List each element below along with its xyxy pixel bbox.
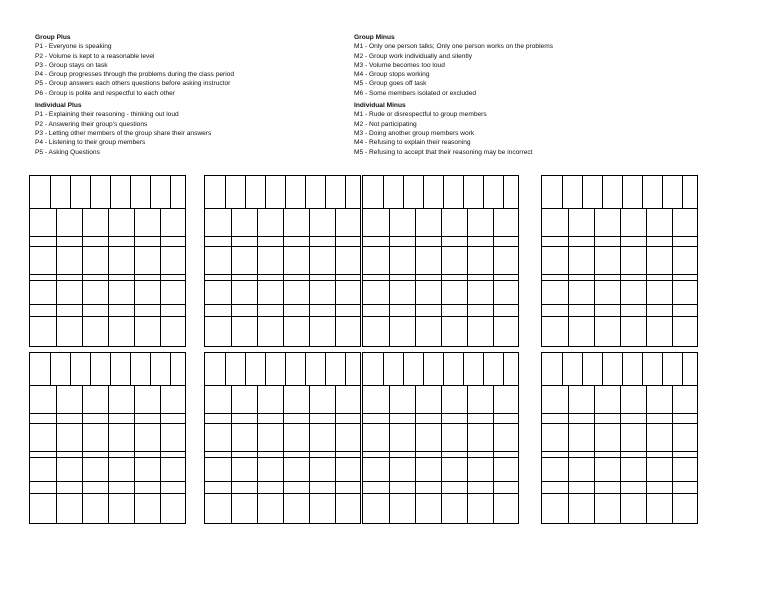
individual-minus-item: M4 - Refusing to explain their reasoning xyxy=(354,139,471,147)
grid-header-column-line xyxy=(582,353,583,385)
grid-column-line xyxy=(493,208,494,346)
grid-header-column-line xyxy=(345,176,346,208)
grid-column-line xyxy=(134,385,135,523)
grid-column-line xyxy=(620,208,621,346)
grid-header-column-line xyxy=(305,353,306,385)
grid-column-line xyxy=(309,208,310,346)
grid-header-column-line xyxy=(423,353,424,385)
grid-column-line xyxy=(108,208,109,346)
group-minus-section xyxy=(354,33,553,98)
grid-header-column-line xyxy=(443,353,444,385)
observation-grid xyxy=(204,175,361,347)
individual-minus-item: M2 - Not participating xyxy=(354,120,417,128)
grid-header-column-line xyxy=(463,176,464,208)
grid-header-column-line xyxy=(562,353,563,385)
grid-column-line xyxy=(335,385,336,523)
individual-minus-item: M5 - Refusing to accept that their reasoning may be incorrect xyxy=(354,148,533,156)
grid-header-column-line xyxy=(90,353,91,385)
grid-header-column-line xyxy=(383,353,384,385)
grid-header-column-line xyxy=(682,353,683,385)
grid-column-line xyxy=(134,208,135,346)
grid-header-column-line xyxy=(265,353,266,385)
grid-column-line xyxy=(568,208,569,346)
grid-column-line xyxy=(493,385,494,523)
grid-column-line xyxy=(56,385,57,523)
grid-column-line xyxy=(620,385,621,523)
grid-column-line xyxy=(594,208,595,346)
individual-minus-section xyxy=(354,101,553,157)
individual-plus-item: P3 - Letting other members of the group share their answers xyxy=(35,129,212,137)
grid-column-line xyxy=(415,208,416,346)
grid-column-line xyxy=(309,385,310,523)
grid-header-column-line xyxy=(503,176,504,208)
grid-header-column-line xyxy=(622,353,623,385)
grid-column-line xyxy=(257,208,258,346)
grid-header-column-line xyxy=(443,176,444,208)
grid-header-column-line xyxy=(383,176,384,208)
group-minus-item: M1 - Only one person talks; Only one person works on the problems xyxy=(354,43,554,51)
observation-grid xyxy=(362,352,519,524)
grid-column-line xyxy=(257,385,258,523)
group-minus-item: M6 - Some members isolated or excluded xyxy=(354,89,477,97)
group-minus-heading: Group Minus xyxy=(354,34,395,41)
individual-minus-item: M1 - Rude or disrespectful to group members xyxy=(354,111,487,119)
grid-column-line xyxy=(415,385,416,523)
grid-header-column-line xyxy=(483,353,484,385)
group-minus-item: M5 - Group goes off task xyxy=(354,80,427,88)
grid-column-line xyxy=(335,208,336,346)
grid-header-column-line xyxy=(130,176,131,208)
observation-grid xyxy=(541,352,698,524)
grid-header-column-line xyxy=(622,176,623,208)
grid-column-line xyxy=(467,385,468,523)
group-plus-item: P3 - Group stays on task xyxy=(35,61,108,69)
grid-column-line xyxy=(441,208,442,346)
grid-column-line xyxy=(389,208,390,346)
grid-header-column-line xyxy=(503,353,504,385)
group-plus-item: P5 - Group answers each others questions before asking instructor xyxy=(35,80,231,88)
grid-header-column-line xyxy=(150,176,151,208)
individual-minus-item: M3 - Doing another group members work xyxy=(354,129,475,137)
individual-plus-section xyxy=(35,101,234,157)
individual-minus-heading: Individual Minus xyxy=(354,102,406,110)
grid-header-column-line xyxy=(662,176,663,208)
grid-header-column-line xyxy=(50,353,51,385)
grid-header-column-line xyxy=(110,176,111,208)
grid-column-line xyxy=(389,385,390,523)
grid-column-line xyxy=(283,208,284,346)
observation-grid xyxy=(29,352,186,524)
group-minus-item: M2 - Group work individually and silently xyxy=(354,52,473,60)
legend-left-column xyxy=(35,33,234,157)
legend-right-column xyxy=(354,33,553,157)
grid-header-column-line xyxy=(602,353,603,385)
grid-column-line xyxy=(672,385,673,523)
grid-header-column-line xyxy=(483,176,484,208)
group-plus-item: P4 - Group progresses through the problems during the class period xyxy=(35,71,235,79)
grid-column-line xyxy=(646,208,647,346)
grid-header-column-line xyxy=(170,176,171,208)
grid-header-column-line xyxy=(90,176,91,208)
grid-header-column-line xyxy=(602,176,603,208)
individual-plus-item: P1 - Explaining their reasoning - thinking out loud xyxy=(35,111,179,119)
grid-column-line xyxy=(231,208,232,346)
individual-plus-item: P5 - Asking Questions xyxy=(35,148,100,156)
grid-header-column-line xyxy=(245,176,246,208)
observation-grid xyxy=(541,175,698,347)
grid-column-line xyxy=(82,208,83,346)
grid-header-column-line xyxy=(325,176,326,208)
group-plus-item: P1 - Everyone is speaking xyxy=(35,43,112,51)
grid-header-column-line xyxy=(562,176,563,208)
grid-header-column-line xyxy=(225,353,226,385)
grid-header-column-line xyxy=(285,353,286,385)
grid-column-line xyxy=(441,385,442,523)
grid-header-column-line xyxy=(285,176,286,208)
group-plus-item: P6 - Group is polite and respectful to each other xyxy=(35,89,176,97)
grid-header-column-line xyxy=(463,353,464,385)
grid-column-line xyxy=(467,208,468,346)
grid-header-column-line xyxy=(265,176,266,208)
grid-column-line xyxy=(568,385,569,523)
grid-header-column-line xyxy=(150,353,151,385)
grid-header-column-line xyxy=(423,176,424,208)
grid-header-column-line xyxy=(305,176,306,208)
grid-header-column-line xyxy=(245,353,246,385)
grid-header-column-line xyxy=(225,176,226,208)
grid-header-column-line xyxy=(662,353,663,385)
grid-column-line xyxy=(56,208,57,346)
grid-header-column-line xyxy=(70,176,71,208)
individual-plus-item: P4 - Listening to their group members xyxy=(35,139,146,147)
grid-column-line xyxy=(231,385,232,523)
grid-column-line xyxy=(672,208,673,346)
individual-plus-heading: Individual Plus xyxy=(35,102,82,110)
grid-column-line xyxy=(283,385,284,523)
grid-header-column-line xyxy=(110,353,111,385)
grid-column-line xyxy=(160,385,161,523)
grid-header-column-line xyxy=(403,353,404,385)
grid-header-column-line xyxy=(70,353,71,385)
grid-column-line xyxy=(594,385,595,523)
grid-column-line xyxy=(82,385,83,523)
grid-header-column-line xyxy=(403,176,404,208)
grid-column-line xyxy=(160,208,161,346)
grid-header-column-line xyxy=(682,176,683,208)
grid-header-column-line xyxy=(582,176,583,208)
observation-grid xyxy=(362,175,519,347)
grid-column-line xyxy=(646,385,647,523)
group-plus-item: P2 - Volume is kept to a reasonable level xyxy=(35,52,155,60)
grid-column-line xyxy=(108,385,109,523)
grid-header-column-line xyxy=(345,353,346,385)
group-minus-item: M3 - Volume becomes too loud xyxy=(354,61,445,69)
group-minus-item: M4 - Group stops working xyxy=(354,71,430,79)
grid-header-column-line xyxy=(170,353,171,385)
group-plus-heading: Group Plus xyxy=(35,34,71,41)
individual-plus-item: P2 - Answering their group's questions xyxy=(35,120,148,128)
group-plus-section xyxy=(35,33,234,98)
observation-grid xyxy=(29,175,186,347)
observation-grid xyxy=(204,352,361,524)
grid-header-column-line xyxy=(642,176,643,208)
grid-header-column-line xyxy=(325,353,326,385)
grid-header-column-line xyxy=(642,353,643,385)
grid-header-column-line xyxy=(50,176,51,208)
grid-header-column-line xyxy=(130,353,131,385)
